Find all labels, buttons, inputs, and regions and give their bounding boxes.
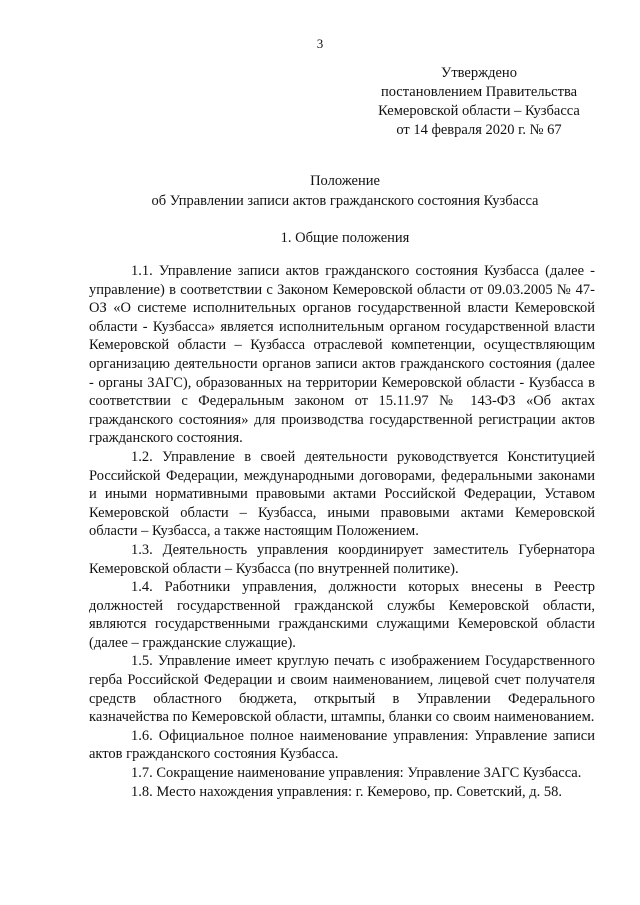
paragraph: 1.3. Деятельность управления координирует заместитель Губернатора Кемеровской области – Кузбасса (по внутренней политике). bbox=[89, 541, 595, 577]
approval-line: Кемеровской области – Кузбасса bbox=[378, 103, 580, 119]
paragraph: 1.7. Сокращение наименование управления: Управление ЗАГС Кузбасса. bbox=[131, 765, 582, 782]
page-number: 3 bbox=[316, 36, 324, 51]
section-heading: 1. Общие положения bbox=[280, 230, 410, 246]
body-text bbox=[89, 262, 595, 801]
paragraph: 1.8. Место нахождения управления: г. Кемерово, пр. Советский, д. 58. bbox=[131, 783, 562, 800]
approval-line: Утверждено bbox=[441, 65, 517, 81]
paragraph: 1.6. Официальное полное наименование управления: Управление записи актов гражданского состояния Кузбасса. bbox=[89, 727, 595, 763]
approval-line: постановлением Правительства bbox=[380, 84, 578, 100]
approval-block bbox=[356, 64, 602, 140]
document-title bbox=[0, 171, 640, 211]
title-line: об Управлении записи актов гражданского состояния Кузбасса bbox=[151, 193, 539, 209]
paragraph: 1.2. Управление в своей деятельности руководствуется Конституцией Российской Федерации, международными договорами, федеральными законами и иными нормативными правовыми актами Российской Федерации, Уставом Кемеровской области – Кузбасса, иными правовыми актами Кемеровской области – Кузбасса, а также настоящим Положением. bbox=[89, 448, 595, 540]
paragraph: 1.5. Управление имеет круглую печать с изображением Государственного герба Российской Федерации и своим наименованием, лицевой счет получателя средств областного бюджета, открытый в Управлении Федерального казначейства по Кемеровской области, штампы, бланки со своим наименованием. bbox=[89, 653, 595, 726]
approval-line: от 14 февраля 2020 г. № 67 bbox=[396, 122, 562, 138]
paragraph: 1.1. Управление записи актов гражданского состояния Кузбасса (далее - управление) в соответствии с Законом Кемеровской области от 09.03.2005 № 47-ОЗ «О системе исполнительных органов государственной власти Кемеровской области - Кузбасса» является исполнительным органом государственной власти Кемеровской области – Кузбасса отраслевой компетенции, осуществляющим организацию деятельности органов записи актов гражданского состояния (далее - органы ЗАГС), образованных на территории Кемеровской области - Кузбасса в соответствии с Федеральным законом от 15.11.97 № 143-ФЗ «Об актах гражданского состояния» для производства государственной регистрации актов гражданского состояния. bbox=[89, 263, 595, 447]
paragraph: 1.4. Работники управления, должности которых внесены в Реестр должностей государственной гражданской службы Кемеровской области, являются государственными гражданскими служащими Кемеровской области (далее – гражданские служащие). bbox=[89, 579, 595, 651]
title-line: Положение bbox=[310, 173, 380, 189]
